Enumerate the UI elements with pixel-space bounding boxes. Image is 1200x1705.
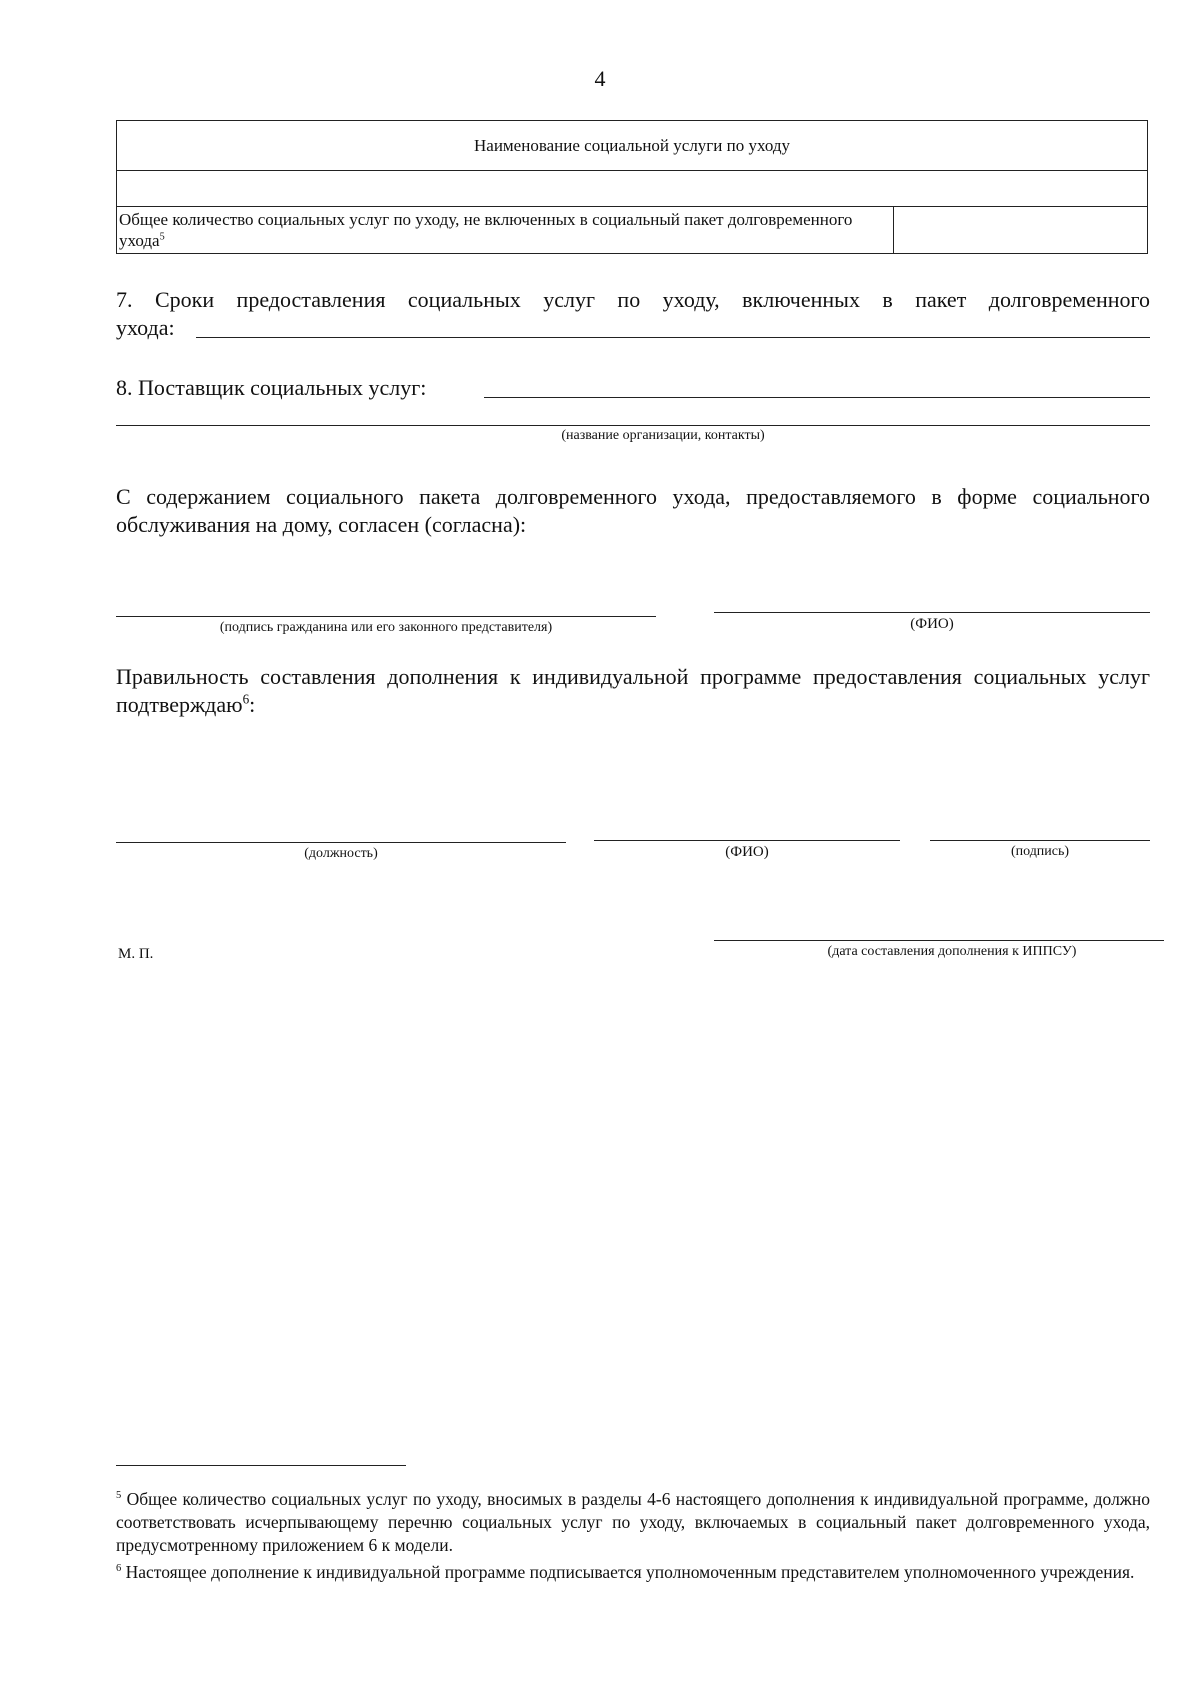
confirm-fio-line[interactable] [594,840,900,841]
footnote-5: $^5$ Общее количество социальных услуг по уходу, вносимых в разделы 4-6 настоящего дополнения к индивидуальной программе, должно соответствовать исчерпывающему перечню социальных услуг по уходу, включаемых в социальный пакет долговременного ухода, предусмотренному приложением 6 к модели. [116,1489,1151,1555]
footnote-6: $^6$ Настоящее дополнение к индивидуальной программе подписывается уполномоченным представителем уполномоченного учреждения. [116,1562,1135,1582]
confirm-text: Правильность составления дополнения к индивидуальной программе предоставления социальных услуг подтверждаю$^6$: [116,664,1150,717]
consent-signature-caption: (подпись гражданина или его законного представителя) [219,620,553,635]
confirm-fio-caption: (ФИО) [725,844,769,860]
services-table [116,120,1148,254]
section7-line2: ухода: [116,315,175,340]
consent-signature-line[interactable] [116,616,656,617]
table-total-label: Общее количество социальных услуг по уходу, не включенных в социальный пакет долговременного ухода$^5$ [119,210,853,250]
confirm-signature-caption: (подпись) [1010,844,1070,859]
section8-label: 8. Поставщик социальных услуг: [116,375,427,400]
consent-fio-line[interactable] [714,612,1150,613]
footnote-ref-5: 5 [159,231,165,243]
table-cell-divider [893,207,894,253]
confirm-signature-line[interactable] [930,840,1150,841]
date-caption: (дата составления дополнения к ИППСУ) [827,944,1077,959]
footnote-separator [116,1465,406,1466]
page-number: 4 [594,66,606,91]
consent-text: С содержанием социального пакета долговременного ухода, предоставляемого в форме социального обслуживания на дому, согласен (согласна): [116,484,1150,537]
consent-fio-caption: (ФИО) [910,616,954,632]
section7-fill-line[interactable] [196,337,1150,338]
stamp-label: М. П. [118,946,154,962]
section7-line1: 7. Сроки предоставления социальных услуг по уходу, включенных в пакет долговременного [116,287,1150,312]
footnote-ref-6: 6 [242,691,250,707]
date-line[interactable] [714,940,1164,941]
confirm-position-line[interactable] [116,842,566,843]
section8-caption: (название организации, контакты) [561,428,765,443]
table-empty-row [117,171,1147,207]
section8-fill-line-2[interactable] [116,425,1150,426]
table-header [117,121,1147,171]
table-header-label: Наименование социальной услуги по уходу [474,135,790,155]
confirm-position-caption: (должность) [304,846,378,861]
table-total-value[interactable] [897,209,1143,251]
section8-fill-line[interactable] [484,397,1150,398]
